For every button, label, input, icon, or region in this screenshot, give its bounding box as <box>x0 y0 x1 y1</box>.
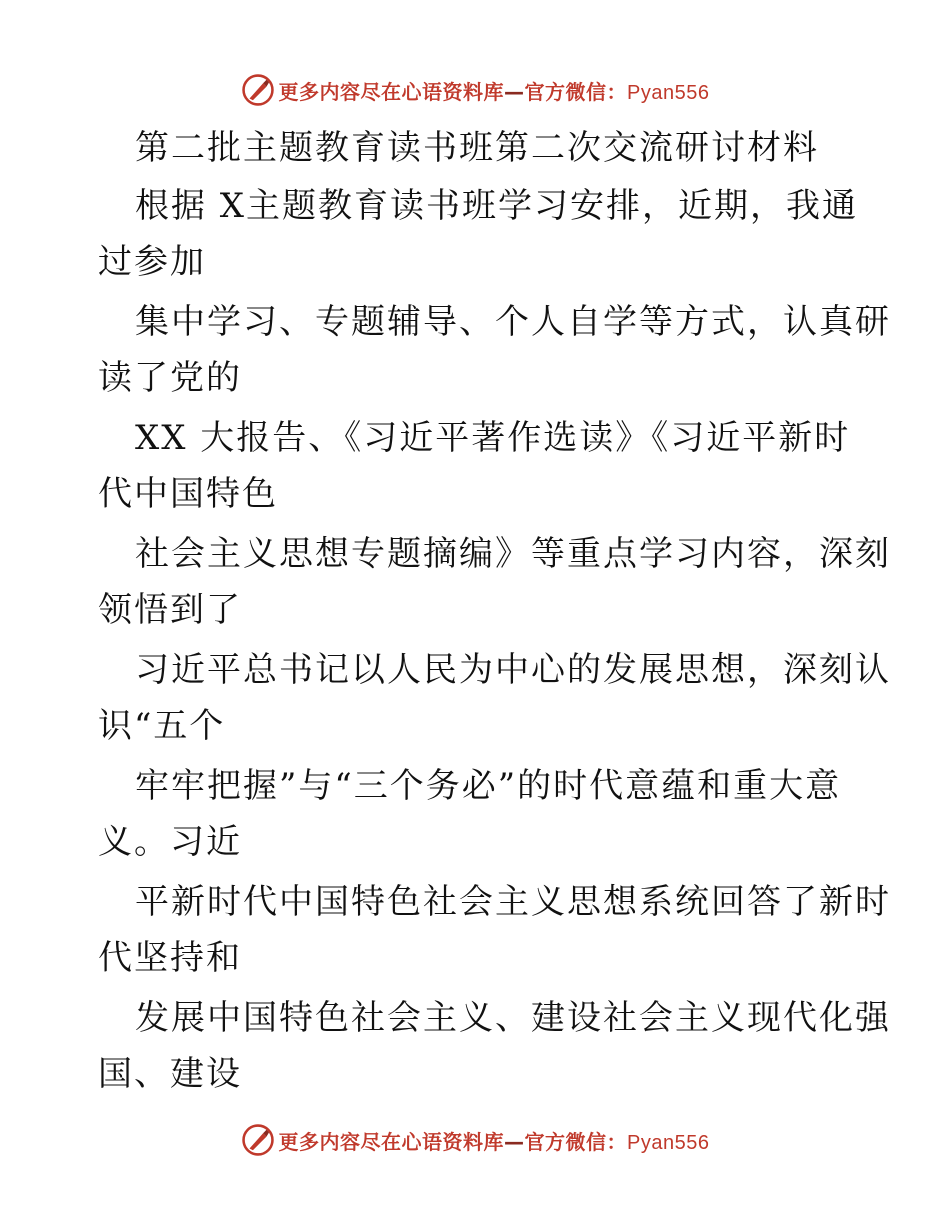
text-line: 义。习近 <box>98 822 242 862</box>
text-line: 发展中国特色社会主义、建设社会主义现代化强 <box>135 998 891 1038</box>
footer-brand: 更多内容尽在心语资料库—官方微信：Pyan556 <box>278 1129 710 1154</box>
header-brand: 更多内容尽在心语资料库—官方微信：Pyan556 <box>278 79 710 104</box>
pen-logo-icon <box>241 73 275 107</box>
text-line: 习近平总书记以人民为中心的发展思想，深刻认 <box>135 650 891 690</box>
text-line: 牢牢把握”与“三个务必”的时代意蕴和重大意 <box>135 766 842 806</box>
text-line: 代中国特色 <box>98 474 278 514</box>
header-banner <box>0 70 950 110</box>
text-line: XX 大报告、《习近平著作选读》《习近平新时 <box>135 418 851 458</box>
text-line: 识“五个 <box>98 706 226 746</box>
text-line: 过参加 <box>98 242 206 282</box>
text-line: 领悟到了 <box>98 590 242 630</box>
pen-logo-icon <box>241 1123 275 1157</box>
footer-banner <box>0 1120 950 1160</box>
text-line: 集中学习、专题辅导、个人自学等方式，认真研 <box>135 302 891 342</box>
text-line: 读了党的 <box>98 358 242 398</box>
text-line: 社会主义思想专题摘编》等重点学习内容，深刻 <box>135 534 891 574</box>
document-title: 第二批主题教育读书班第二次交流研讨材料 <box>135 128 819 168</box>
text-line: 代坚持和 <box>98 938 242 978</box>
text-line: 根据 X主题教育读书班学习安排，近期，我通 <box>135 186 859 226</box>
text-line: 平新时代中国特色社会主义思想系统回答了新时 <box>135 882 891 922</box>
text-line: 国、建设 <box>98 1054 242 1094</box>
